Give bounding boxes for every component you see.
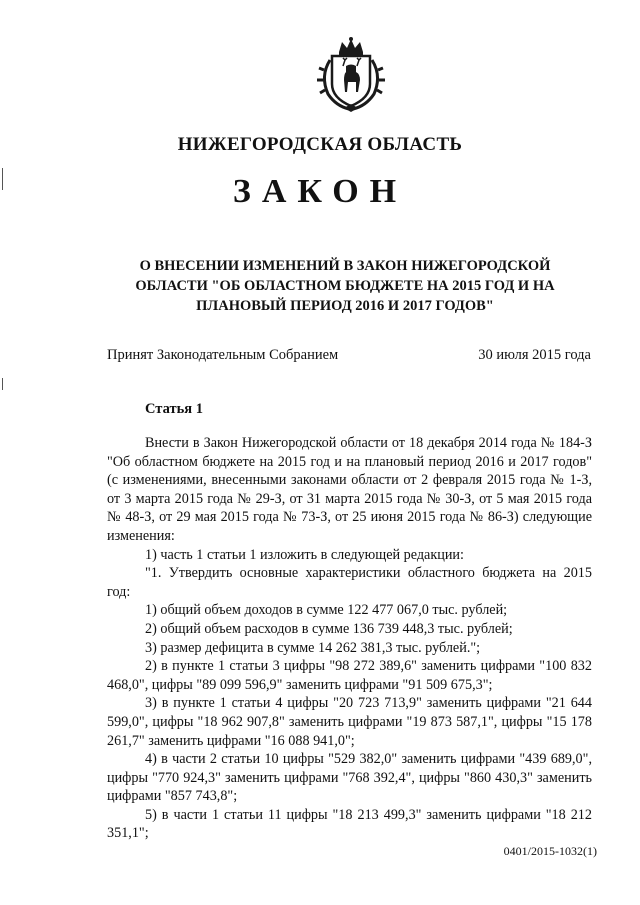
article-paragraph: 5) в части 1 статьи 11 цифры "18 213 499,3" заменить цифрами "18 212 351,1"; [107,806,592,842]
article-paragraph: 2) в пункте 1 статьи 3 цифры "98 272 389,6" заменить цифрами "100 832 468,0", цифры "89 099 596,9" заменить цифрами "91 509 675,3"; [107,658,592,693]
article-paragraph: 3) размер дефицита в сумме 14 262 381,3 тыс. рублей."; [145,639,481,656]
article-paragraph: Внести в Закон Нижегородской области от 18 декабря 2014 года № 184-З "Об областном бюджете на 2015 год и на плановый период 2016 и 2017 годов" (с изменениями, внесенными законами области от 2 февраля 2015 года № 1-З, от 3 марта 2015 года № 29-З, от 31 марта 2015 года № 30-З, от 5 мая 2015 года № 48-З, от 29 мая 2015 года № 73-З, от 25 июня 2015 года № 86-З) следующие изменения: [107,435,592,544]
article-paragraph: 1) часть 1 статьи 1 изложить в следующей редакции: [145,546,464,563]
adoption-line [107,347,591,364]
region-title: НИЖЕГОРОДСКАЯ ОБЛАСТЬ [177,134,463,155]
scan-margin-mark [2,378,3,390]
article-paragraph: 3) в пункте 1 статьи 4 цифры "20 723 713,9" заменить цифрами "21 644 599,0", цифры "18 962 907,8" заменить цифрами "19 873 587,1", цифры "15 178 261,7" заменить цифрами "16 088 941,0"; [107,695,592,749]
document-number: 0401/2015-1032(1) [503,844,597,858]
adopted-by: Принят Законодательным Собранием [107,347,339,363]
article-body [107,434,592,843]
adoption-date: 30 июля 2015 года [478,347,591,363]
article-title: Статья 1 [145,401,203,417]
article-paragraph: 4) в части 2 статьи 10 цифры "529 382,0" заменить цифрами "439 689,0", цифры "770 924,3" заменить цифрами "768 392,4", цифры "860 430,3" заменить цифрами "857 743,8"; [107,751,592,805]
article-paragraph: 1) общий объем доходов в сумме 122 477 067,0 тыс. рублей; [145,602,508,619]
article-paragraph: "1. Утвердить основные характеристики областного бюджета на 2015 год: [107,565,592,600]
law-subject-heading: О ВНЕСЕНИИ ИЗМЕНЕНИЙ В ЗАКОН НИЖЕГОРОДСКОЙ ОБЛАСТИ "ОБ ОБЛАСТНОМ БЮДЖЕТЕ НА 2015 ГОД И НА ПЛАНОВЫЙ ПЕРИОД 2016 И 2017 ГОДОВ" [135,258,555,314]
coat-of-arms-emblem-icon [316,36,386,112]
article-paragraph: 2) общий объем расходов в сумме 136 739 448,3 тыс. рублей; [145,620,513,637]
document-type-title: ЗАКОН [232,173,408,210]
